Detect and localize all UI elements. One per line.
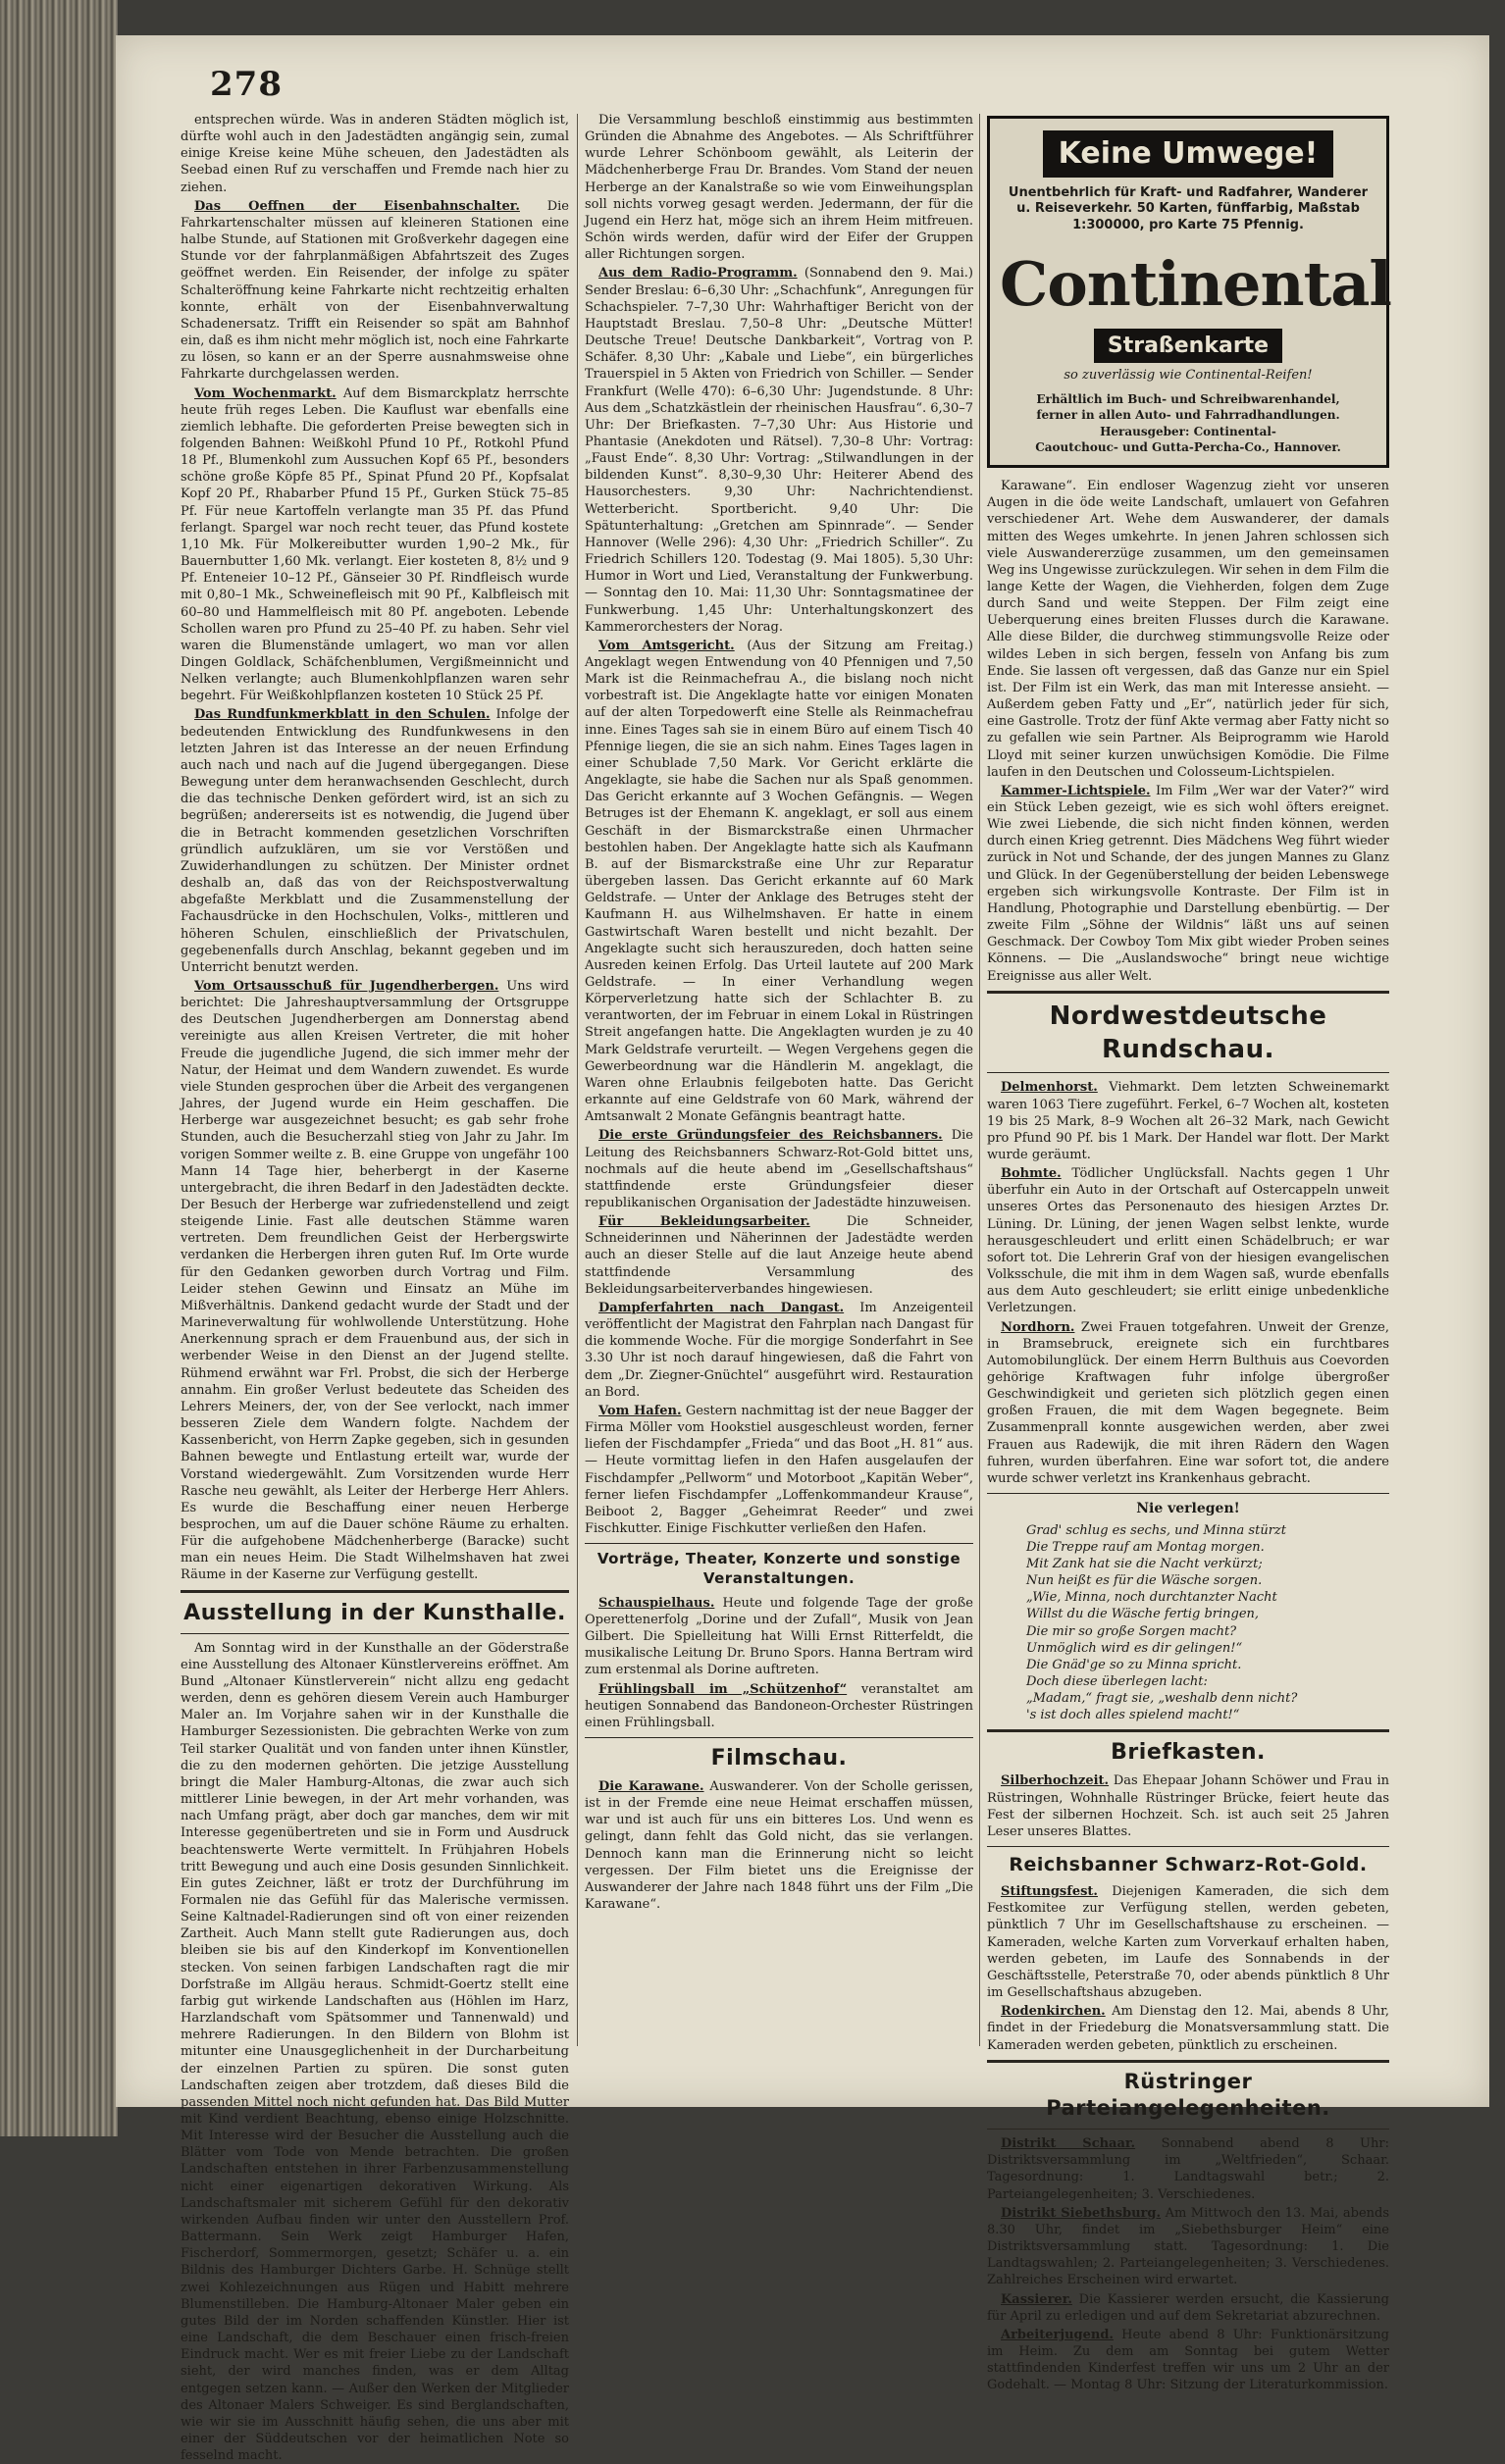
article-schaar [987, 2135, 1389, 2203]
article-text: Infolge der bedeutenden Entwicklung des Rundfunkwesens in den letzten Jahren ist das Interesse an der neuen Erfindung auch nach und nach auf die Jugend übergegangen. Diese Bewegung unter dem heranwachsenden Geschlecht, durch die das technische Denken gefördert wird, ist an sich zu begrüßen; andererseits ist es notwendig, die Jugend über die in Betracht kommenden gesetzlichen Vorschriften gründlich aufzuklären, um sie vor Verstößen und Zuwiderhandlungen zu schützen. Der Minister ordnet deshalb an, daß das von der Reichspostverwaltung abgefaßte Merkblatt und die Zusammenstellung der Fachausdrücke in den Hochschulen, Volks-, mittleren und höheren Schulen, einschließlich der Privatschulen, gegebenenfalls durch Anschlag, bekannt gegeben und im Unterricht benutzt werden. [181, 707, 569, 975]
poem-line: Die mir so große Sorgen macht? [1026, 1623, 1237, 1639]
article-text: Viehmarkt. Dem letzten Schweinemarkt waren 1063 Tiere zugeführt. Ferkel, 6–7 Wochen alt, kosteten 19 bis 25 Mark, 8–9 Wochen alt 26–32 Mark, nach Gewicht pro Pfund 90 Pf. bis 1 Mark. Der Handel war flott. Der Markt wurde geräumt. [987, 1080, 1389, 1162]
article-text: Im Film „Wer war der Vater?“ wird ein Stück Leben gezeigt, wie es sich wohl öfters ereignet. Wie zwei Liebende, die sich nicht finden können, werden durch einen Krieg getrennt. Dies Mädchens Weg führt wieder zurück in Not und Schande, der des jungen Mannes zu Glanz und Glück. In der Gegenüberstellung der beiden Lebenswege ergeben sich wirkungsvolle Kontraste. Der Film ist in Handlung, Photographie und Darstellung ebenbürtig. — Der zweite Film „Söhne der Wildnis“ läßt uns auf seinen Geschmack. Der Cowboy Tom Mix gibt wieder Proben seines Könnens. — Die „Auslandswoche“ bringt neue wichtige Ereignisse aus aller Welt. [987, 783, 1389, 984]
article-siebethsburg [987, 2205, 1389, 2289]
section-title-partei: Rüstringer Parteiangelegenheiten. [1046, 2069, 1330, 2121]
section-divider [987, 1729, 1389, 1732]
column-2 [585, 112, 973, 2049]
article-text: veranstaltet am heutigen Sonnabend das Bandoneon-Orchester Rüstringen einen Frühlingsball. [585, 1681, 974, 1730]
ad-footer [1000, 391, 1376, 455]
article-text: Am Mittwoch den 13. Mai, abends 8.30 Uhr, findet im „Siebethsburger Heim“ eine Distriktsversammlung statt. Tagesordnung: 1. Die Landtagswahlen; 2. Parteiangelegenheiten; 3. Verschiedenes. Zahlreiches Erscheinen wird erwartet. [987, 2205, 1390, 2288]
article-herberge-cont: Die Versammlung beschloß einstimmig aus bestimmten Gründen die Abnahme des Angebotes. — Als Schriftführer wurde Lehrer Schönboom gewählt, als Leiterin der Mädchenherberge Frau Dr. Brandes. Vom Stand der neuen Herberge an der Kanalstraße so wie vom Einweihungsplan soll nichts vorweg gesagt werden. Jedermann, der für die Jugend ein Herz hat, möge sich an ihrem Heim mitfreuen. Schön wirds werden, dafür wird der Eifer der Gruppen aller Richtungen sorgen. [585, 113, 973, 263]
ad-footer-line: ferner in allen Auto- und Fahrradhandlungen. [1036, 408, 1340, 423]
section-divider [987, 1072, 1389, 1073]
article-heading: Schauspielhaus. [598, 1595, 715, 1611]
article-heading: Aus dem Radio-Programm. [598, 266, 798, 282]
article-text: Diejenigen Kameraden, die sich dem Festkomitee zur Verfügung stellen, werden gebeten, pünktlich 7 Uhr im Gesellschaftshause zu erscheinen. — Kameraden, welche Karten zum Vorverkauf erhalten haben, werden gebeten, im Laufe des Sonnabends in der Geschäftsstelle, Peterstraße 70, oder abends pünktlich 8 Uhr im Gesellschaftshaus abzugeben. [987, 1884, 1389, 2001]
article-heading: Vom Amtsgericht. [598, 638, 735, 653]
section-title-filmschau: Filmschau. [710, 1745, 848, 1771]
poem-line: Unmöglich wird es dir gelingen!“ [1026, 1640, 1243, 1656]
section-divider [987, 1493, 1389, 1494]
column-1 [181, 112, 569, 2464]
article-text: Die Leitung des Reichsbanners Schwarz-Rot-Gold bittet uns, nochmals auf die heute abend im „Gesellschaftshaus“ stattfindende erste Gründungsfeier dieser republikanischen Organisation der Jadestädte hinzuweisen. [585, 1128, 973, 1210]
article-heading: Dampferfahrten nach Dangast. [598, 1300, 845, 1315]
poem-line: Mit Zank hat sie die Nacht verkürzt; [1026, 1556, 1263, 1571]
column-rule [577, 114, 578, 2046]
section-divider [987, 2060, 1389, 2063]
poem-line: Grad' schlug es sechs, und Minna stürzt [1026, 1522, 1286, 1538]
poem-line: Die Gnäd'ge so zu Minna spricht. [1026, 1657, 1242, 1672]
article-text: Auf dem Bismarckplatz herrschte heute früh reges Leben. Die Kauflust war ebenfalls eine ziemlich lebhafte. Die geforderten Preise bewegten sich in folgenden Bahnen: Weißkohl Pfund 10 Pf., Rotkohl Pfund 18 Pf., Blumenkohl zum Aussuchen Kopf 65 Pf., besonders schöne große Köpfe 85 Pf., Spinat Pfund 20 Pf., Kopfsalat Kopf 20 Pf., Rhabarber Pfund 15 Pf., Gurken Stück 75–85 Pf. Für neue Kartoffeln verlangte man 35 Pf. das Pfund ferlangt. Spargel war noch recht teuer, das Pfund kostete 1,10 Mk. Für Molkereibutter wurden 1,90–2 Mk., für Bauernbutter 1,60 Mk. verlangt. Eier kosteten 8, 8½ und 9 Pf. Enteneier 10–12 Pf., Gänseier 30 Pf. Rindfleisch wurde mit 0,80–1 Mk., Schweinefleisch mit 90 Pf., Kalbfleisch mit 60–80 und Hammelfleisch mit 80 Pf. angeboten. Lebende Schollen waren pro Pfund zu 25–40 Pf. zu haben. Sehr viel waren die Blumenstände umlagert, wo man vor allen Dingen Goldlack, Schäfchenblumen, Vergißmeinnicht und Nelken verlangte; auch Blumenkohlpflanzen waren sehr begehrt. Für Weißkohlpflanzen kosteten 10 Stück 25 Pf. [181, 385, 569, 704]
article-heading: Distrikt Siebethsburg. [1001, 2205, 1162, 2221]
article-arbeiterjugend [987, 2327, 1389, 2394]
section-divider [585, 1737, 973, 1738]
article-heading: Vom Ortsausschuß für Jugendherbergen. [194, 978, 499, 994]
article-eisenbahn [181, 198, 569, 384]
section-title-nordwest: Nordwestdeutsche Rundschau. [1049, 1001, 1327, 1065]
article-heading: Stiftungsfest. [1001, 1884, 1098, 1900]
article-heading: Die erste Gründungsfeier des Reichsbanners. [598, 1128, 943, 1144]
article-nordhorn [987, 1319, 1389, 1488]
article-heading: Bohmte. [1001, 1166, 1062, 1182]
article-heading: Kassierer. [1001, 2291, 1072, 2307]
column-rule [979, 114, 980, 2046]
ad-banner: Keine Umwege! [1043, 130, 1334, 178]
ad-footer-line: Erhältlich im Buch- und Schreibwarenhandel, [1036, 392, 1340, 407]
article-wochenmarkt [181, 385, 569, 705]
poem-line: Doch diese überlegen lacht: [1026, 1673, 1208, 1689]
ad-product: Straßenkarte [1094, 329, 1282, 363]
section-title-reichsbanner: Reichsbanner Schwarz-Rot-Gold. [1009, 1854, 1368, 1876]
article-heading: Rodenkirchen. [1001, 2004, 1106, 2020]
article-fruehlingsball [585, 1681, 973, 1731]
article-text: Heute und folgende Tage der große Operettenerfolg „Dorine und der Zufall“, Musik von Jean Gilbert. Die Spielleitung hat Willi Ernst Ritterfeldt, die musikalische Leitung Dr. Bruno Spors. Hanna Bertram wird zum erstenmal als Dorine auftreten. [585, 1595, 973, 1678]
article-amtsgericht [585, 638, 973, 1126]
article-heading: Das Oeffnen der Eisenbahnschalter. [194, 198, 520, 214]
article-heading: Kammer-Lichtspiele. [1001, 783, 1151, 798]
section-title-kunsthalle: Ausstellung in der Kunsthalle. [183, 1600, 566, 1625]
article-heading: Nordhorn. [1001, 1319, 1075, 1335]
section-title-briefkasten: Briefkasten. [1111, 1740, 1266, 1766]
article-karawane [585, 1778, 973, 1913]
continental-advertisement [987, 116, 1389, 468]
poem-line: „Wie, Minna, noch durchtanzter Nacht [1026, 1590, 1277, 1606]
article-kassierer [987, 2291, 1389, 2325]
article-text: Zwei Frauen totgefahren. Unweit der Grenze, in Bramsebruck, ereignete sich ein furchtbares Automobilunglück. Der einem Herrn Bulthuis aus Coevorden gehörige Kraftwagen fuhr infolge übergroßer Geschwindigkeit und gerieten sich plötzlich gegen einen großen Frauen, die mit dem Wagen begegnete. Beim Zusammenprall konnte ausgewichen werden, aber zwei Frauen aus Radewijk, die mit ihren Rädern den Wagen fuhren, wurden überfahren. Eine war sofort tot, die andere wurde schwer verletzt ins Krankenhaus gebracht. [987, 1319, 1389, 1486]
article-radio [585, 265, 973, 635]
article-dampfer [585, 1300, 973, 1401]
article-text: Gestern nachmittag ist der neue Bagger der Firma Möller vom Hookstiel ausgeschleust worden, ferner liefen der Fischdampfer „Frieda“ und das Boot „H. 81“ aus. — Heute vormittag liefen in den Hafen ausgelaufen der Fischdampfer „Pellworm“ und Motorboot „Kapitän Weber“, ferner liefen Fischdampfer „Loffenkommandeur Krause“, Beiboot 2, Bagger „Geheimrat Reeder“ und zwei Fischkutter. Einige Fischkutter verließen den Hafen. [585, 1403, 973, 1536]
article-heading: Arbeiterjugend. [1001, 2327, 1114, 2342]
article-heading: Delmenhorst. [1001, 1080, 1098, 1096]
page-number: 278 [210, 65, 283, 104]
article-heading: Distrikt Schaar. [1001, 2136, 1136, 2152]
article-karawane-cont: Karawane“. Ein endloser Wagenzug zieht vor unseren Augen in die öde weite Landschaft, umlauert von Gefahren verschiedener Art. Wehe dem Auswanderer, der damals mitten des Weges umkehrte. In jenen Jahren schlossen sich viele Auswandererzüge zusammen, um den gemeinsamen Weg ins Ungewisse zurückzulegen. Wir sehen in dem Film die lange Kette der Wagen, die Viehherden, folgen dem Zuge durch Sand und weite Steppen. Der Film zeigt eine Ueberquerung eines breiten Flusses durch die Karawane. Alle diese Bilder, die durchweg stimmungsvolle Reize oder wildes Leben in sich bergen, fesseln von Anfang bis zum Ende. Sie lassen oft vergessen, daß das Ganze nur ein Spiel ist. Der Film ist ein Werk, das man mit Interesse ansieht. — Außerdem geben Fatty und „Er“, natürlich jeder für sich, eine Gastrolle. Trotz der fünf Akte vermag aber Fatty nicht so zu gefallen wie sein Partner. Als Beiprogramm wie Harold Lloyd mit seiner kurzen unwüchsigen Komödie. Die Filme laufen in den Deutschen und Colosseum-Lichtspielen. [987, 479, 1389, 780]
article-silberhochzeit [987, 1772, 1389, 1840]
section-divider [987, 991, 1389, 994]
section-divider [585, 1543, 973, 1544]
article-stiftungsfest [987, 1883, 1389, 2001]
article-seebad: entsprechen würde. Was in anderen Städten möglich ist, dürfte wohl auch in den Jadestädten angängig sein, zumal einige Kreise keine Mühe scheuen, den Jadestädten als Seebad einen Ruf zu verschaffen und Fremde nach hier zu ziehen. [181, 113, 569, 195]
article-jugendherbergen [181, 978, 569, 1584]
article-rodenkirchen [987, 2003, 1389, 2053]
article-hafen [585, 1403, 973, 1537]
article-text: Am Dienstag den 12. Mai, abends 8 Uhr, findet in der Friedeburg die Monatsversammlung statt. Die Kameraden werden gebeten, pünktlich zu erscheinen. [987, 2004, 1389, 2053]
article-heading: Silberhochzeit. [1001, 1773, 1110, 1789]
article-delmenhorst [987, 1079, 1389, 1163]
ad-footer-line: Caoutchouc- und Gutta-Percha-Co., Hannover. [1035, 439, 1341, 454]
section-divider [987, 1846, 1389, 1847]
section-title-vortraege: Vorträge, Theater, Konzerte und sonstige Veranstaltungen. [597, 1550, 961, 1587]
article-heading: Vom Hafen. [598, 1403, 682, 1418]
column-3 [987, 112, 1391, 2393]
poem-line: „Madam,“ fragt sie, „weshalb denn nicht? [1026, 1691, 1298, 1707]
article-text: Heute abend 8 Uhr: Funktionärsitzung im Heim. Zu dem am Sonntag bei gutem Wetter stattfindenden Kinderfest treffen wir uns um 2 Uhr an der Godehalt. — Montag 8 Uhr: Sitzung der Literaturkommission. [987, 2327, 1389, 2393]
article-kunsthalle: Am Sonntag wird in der Kunsthalle an der Göderstraße eine Ausstellung des Altonaer Künstlervereins eröffnet. Am Bund „Altonaer Künstlerverein“ nicht allzu eng gedacht werden, denn es gehören diesem Verein auch Hamburger Maler an. Im Vorjahre sahen wir in der Kunsthalle die Hamburger Sezessionisten. Die gebrachten Werke von zum Teil starker Qualität und von fanden unter ihnen Künstler, die zu den modernen gehörten. Die jetzige Ausstellung bringt die Maler Hamburg-Altonas, die zwar auch sich mittlerer Linie bewegen, in der Art mehr vorhanden, was nach Umfang prägt, aber doch gar manches, dem wir mit Interesse gegenübertreten und sie in Form und Ausdruck beachtenswerte Werte vermittelt. In Frühjahren Hobels tritt Bewegung und auch eine Dosis gesunden Sinnlichkeit. Ein gutes Zeichner, läßt er trotz der Durchführung im Formalen nie das Gefühl für das Malerische vermissen. Seine Kaltnadel-Radierungen sind oft von einer reizenden Zartheit. Auch Mann stellt gute Radierungen aus, doch bleiben sie bis auf den Kinderkopf im Konventionellen stecken. Von seinen farbigen Landschaften ragt die mir Dorfstraße im Allgäu heraus. Schmidt-Goertz stellt eine farbig gut wirkende Landschaften aus (Höhlen im Harz, Harzlandschaft vom Spätsommer und Tannenwald) und mehrere Radierungen. In den Bildern von Blohm ist mitunter eine Unausgeglichenheit in der Durcharbeitung der einzelnen Partien zu spüren. Die sonst guten Landschaften zeigen aber trotzdem, daß dieses Bild die passenden Mittel noch nicht gefunden hat. Das Bild Mutter mit Kind verdient Beachtung, ebenso einige Holzschnitte. Mit Interesse wird der Besucher die Ausstellung auch die Blätter vom Tode von Mende betrachten. Die großen Landschaften entstehen in ihrer Farbenzusammenstellung nicht einer eigenartigen dekorativen Wirkung. Als Landschaftsmaler mit sicherem Gefühl für den dekorativ wirkenden Aufbau finden wir unter den Ausstellern Prof. Battermann. Sein Werk zeigt Hamburger Hafen, Fischerdorf, Sommermorgen, gesetzt; Schäfer u. a. ein Bildnis des Hamburger Dichters Garbe. H. Schnüge stellt zwei Kohlezeichnungen aus Rügen und Habitt mehrere Blumenstilleben. Die Hamburg-Altonaer Maler geben ein gutes Bild der im Norden schaffenden Künstler. Hier ist eine Landschaft, die dem Beschauer einen frisch-freien Eindruck macht. Wer es mit freier Liebe zu der Landschaft sieht, der wird manches finden, was er dem Alltag entgegen setzen kann. — Außer den Werken der Mitglieder des Altonaer Malers Schweiger. Es sind Berglandschaften, wie wir sie im Ausschnitt häufig sehen, die uns aber mit einer der Süddeutschen vor der heimatlichen Note so fesselnd macht. [181, 1640, 569, 2464]
section-divider [181, 1633, 569, 1634]
article-heading: Das Rundfunkmerkblatt in den Schulen. [194, 707, 491, 723]
article-text: Uns wird berichtet: Die Jahreshauptversammlung der Ortsgruppe des Deutschen Jugendherbergen am Donnerstag abend vereinigte aus allen Kreisen Vertreter, die mit hoher Freude die jugendliche Jugend, die sich immer mehr der Natur, der Heimat und dem Wandern zuwendet. Es wurde viele Stunden gesprochen über die Arbeit des vergangenen Jahres, der Jugend wurde ein Heim geschaffen. Die Herberge war ausgezeichnet besucht; es gab sehr frohe Stunden, auch die Besucherzahl stieg von Jahr zu Jahr. Im vorigen Sommer weilte z. B. eine Gruppe von ungefähr 100 Mann 14 Tage hier, beherbergt in der Kaserne untergebracht, die ihren Bedarf in den Jadestädten deckte. Der Besuch der Herberge war zufriedenstellend und zeigt steigende Linie. Fast alle deutschen Stämme waren vertreten. Dem freundlichen Geist der Herbergswirte verdanken die Herbergen ihren guten Ruf. Im Orte wurde für den Gedanken geworben durch Vortrag und Film. Leider stehen Gewinn und Einsatz an Mühe im Mißverhältnis. Dankend gedacht wurde der Stadt und der Marineverwaltung für wohlwollende Unterstützung. Hohe Anerkennung sprach er dem Frauenbund aus, der sich in werbender Weise in den Dienst an der Jugend stellte. Rühmend erwähnt war Frl. Probst, die sich der Herberge annahm. Ein großer Verlust bedeutete das Scheiden des Lehrers Meiners, der, von der See verlockt, nach immer besseren Ziele dem Wandern folgte. Nachdem der Kassenbericht, von Herrn Zapke gegeben, sich in gesunden Bahnen bewegte und Entlastung erteilt war, wurde der Vorstand wiedergewählt. Zum Vorsitzenden wurde Herr Rasche neu gewählt, als Leiter der Herberge Herr Ahlers. Es wurde die Beschaffung einer neuen Herberge besprochen, um auf die Dauer schöne Räume zu erhalten. Für die aufgehobene Mädchenherberge (Baracke) sucht man ein neues Heim. Die Stadt Wilhelmshaven hat zwei Räume in der Kaserne zur Verfügung gestellt. [181, 978, 569, 1583]
ad-description: Unentbehrlich für Kraft- und Radfahrer, Wanderer u. Reiseverkehr. 50 Karten, fünffarbig, Maßstab 1:300000, pro Karte 75 Pfennig. [1008, 184, 1369, 233]
article-bohmte [987, 1165, 1389, 1316]
article-heading: Frühlingsball im „Schützenhof“ [598, 1681, 848, 1697]
article-heading: Die Karawane. [598, 1779, 704, 1794]
article-text: Die Kassierer werden ersucht, die Kassierung für April zu erledigen und auf dem Sekretariat abzurechnen. [987, 2291, 1389, 2324]
article-text: (Aus der Sitzung am Freitag.) Angeklagt wegen Entwendung von 40 Pfennigen und 7,50 Mark ist die Reinmachefrau A., die bislang noch nicht vorbestraft ist. Die Angeklagte hatte vor einigen Monaten auf der alten Torpedowerft eine Stelle als Reinmachefrau inne. Eines Tages sah sie in einem Büro auf einem Tisch 40 Pfennige liegen, die sie an sich nahm. Eines Tages lagen in einer Schublade 7,50 Mark. Vor Gericht erklärte die Angeklagte, sie habe die Sachen nur als Spaß genommen. Das Gericht erkannte auf 3 Wochen Gefängnis. — Wegen Betruges ist der Ehemann K. angeklagt, er soll aus einem Geschäft in der Bismarckstraße einen Uhrmacher bestohlen haben. Der Angeklagte hatte sich als Kaufmann B. auf der Bismarckstraße eine Uhr zur Reparatur übergeben lassen. Das Gericht erkannte auf 60 Mark Geldstrafe. — Unter der Anklage des Betruges steht der Kaufmann H. aus Wilhelmshaven. Er hatte in einem Gastwirtschaft Waren bestellt und nicht bezahlt. Der Angeklagte sucht sich herauszureden, doch hatten seine Ausreden keinen Erfolg. Das Urteil lautete auf 200 Mark Geldstrafe. — In einer Verhandlung wegen Körperverletzung hatte sich der Schlachter B. zu verantworten, der im Februar in einem Lokal in Rüstringen Streit angefangen hatte. Die Angeklagten wurden je zu 40 Mark Geldstrafe verurteilt. — Wegen Vergehens gegen die Gewerbeordnung war die Händlerin M. angeklagt, die Waren ohne Erlaubnis feilgeboten hatte. Das Gericht erkannte auf eine Geldstrafe von 60 Mark, während der Amtsanwalt 2 Monate Gefängnis beantragt hatte. [585, 638, 973, 1125]
poem [1026, 1522, 1389, 1724]
article-text: Die Schneider, Schneiderinnen und Näherinnen der Jadestädte werden auch an dieser Stelle auf die laut Anzeige heute abend stattfindende Versammlung des Bekleidungsarbeiterverbandes hingewiesen. [585, 1214, 973, 1297]
article-heading: Für Bekleidungsarbeiter. [598, 1214, 810, 1230]
article-rundfunk [181, 706, 569, 976]
poem-line: Nun heißt es für die Wäsche sorgen. [1026, 1573, 1263, 1589]
ad-footer-line: Herausgeber: Continental- [1100, 424, 1276, 438]
article-heading: Vom Wochenmarkt. [194, 385, 337, 401]
article-text: Tödlicher Unglücksfall. Nachts gegen 1 Uhr überfuhr ein Auto in der Ortschaft auf Ostercappeln unweit unseres Ortes das Personenauto des hiesigen Arztes Dr. Lüning. Dr. Lüning, der jenen Wagen selbst lenkte, wurde herausgeschleudert und erlitt einen Schädelbruch; er war sofort tot. Die Lehrerin Graf von der hiesigen evangelischen Volksschule, die mit ihm in dem Wagen saß, wurde ebenfalls aus dem Auto geschleudert; sie erlitt einige unbedenkliche Verletzungen. [987, 1166, 1389, 1316]
article-bekleidung [585, 1213, 973, 1298]
poem-line: Die Treppe rauf am Montag morgen. [1026, 1539, 1265, 1555]
section-divider [987, 2129, 1389, 2130]
article-text: Im Anzeigenteil veröffentlicht der Magistrat den Fahrplan nach Dangast für die kommende Woche. Für die morgige Sonderfahrt in See 3.30 Uhr ist noch darauf hingewiesen, daß die Fahrt von dem „Dr. Ziegner-Gnüchtel“ ausgeführt wird. Restauration an Bord. [585, 1300, 973, 1400]
article-text: Auswanderer. Von der Scholle gerissen, ist in der Fremde eine neue Heimat erschaffen müssen, war und ist auch für uns ein bitteres Los. Und wenn es gelingt, dann fehlt das Gold nicht, das sie verlangen. Dennoch kann man die Erinnerung nicht so leicht vergessen. Der Film bietet uns die Ereignisse der Auswanderer der Jahre nach 1848 führt uns der Film „Die Karawane“. [585, 1779, 973, 1913]
poem-line: Willst du die Wäsche fertig bringen, [1026, 1607, 1260, 1622]
ad-brand-logo: Continental [1000, 248, 1391, 321]
article-text: Das Ehepaar Johann Schöwer und Frau in Rüstringen, Wohnhalle Rüstringer Brücke, feiert heute das Fest der silbernen Hochzeit. Sch. ist auch seit 25 Jahren Leser unseres Blattes. [987, 1773, 1389, 1839]
article-text: (Sonnabend den 9. Mai.) Sender Breslau: 6–6,30 Uhr: „Schachfunk“, Anregungen für Schachspieler. 7–7,30 Uhr: Wahrhaftiger Bericht von der Hauptstadt Breslau. 7,50–8 Uhr: „Deutsche Mütter! Deutsche Treue! Deutsche Dankbarkeit“, Vortrag von P. Schäfer. 8,30 Uhr: „Kabale und Liebe“, ein bürgerliches Trauerspiel in 5 Akten von Friedrich von Schiller. — Sender Frankfurt (Welle 470): 6–6,30 Uhr: Jugendstunde. 8 Uhr: Aus dem „Schatzkästlein der rheinischen Hausfrau“. 6,30–7 Uhr: Der Briefkasten. 7–7,30 Uhr: Aus Historie und Phantasie (Anekdoten und Rätsel). 7,30–8 Uhr: Vortrag: „Faust Ende“. 8,30 Uhr: Vortrag: „Stilwandlungen in der bildenden Kunst“. 8,30–9,30 Uhr: Heiterer Abend des Hausorchesters. 9,30 Uhr: Nachrichtendienst. Wetterbericht. Sportbericht. 9,40 Uhr: Die Spätunterhaltung: „Gretchen am Spinnrade“. — Sender Hannover (Welle 296): 4,30 Uhr: „Friedrich Schiller“. Zu Friedrich Schillers 120. Todestag (9. Mai 1805). 5,30 Uhr: Humor in Wort und Lied, Veranstaltung der Funkwerbung. — Sonntag den 10. Mai: 11,30 Uhr: Sonntagsmatinee der Funkwerbung. 1,45 Uhr: Unterhaltungskonzert des Kammerorchesters der Norag. [585, 266, 973, 635]
book-edge [0, 0, 118, 2136]
poem-title: Nie verlegen! [1136, 1501, 1240, 1517]
article-reichsbanner [585, 1127, 973, 1211]
newspaper-page [116, 35, 1489, 2464]
article-kammer [987, 783, 1389, 985]
poem-line: 's ist doch alles spielend macht!“ [1026, 1708, 1240, 1723]
article-text: Die Fahrkartenschalter müssen auf kleineren Stationen eine halbe Stunde, auf Stationen mit Großverkehr dagegen eine Stunde vor der fahrplanmäßigen Abfahrtszeit des Zuges geöffnet werden. Ein Reisender, der infolge zu später Schalteröffnung keine Fahrkarte nicht rechtzeitig erhalten konnte, erhält von der Eisenbahnverwaltung Schadenersatz. Trifft ein Reisender so spät am Bahnhof ein, daß es ihm nicht mehr möglich ist, noch eine Fahrkarte zu lösen, so kann er an der Sperre ausnahmsweise ohne Fahrkarte durchgelassen werden. [181, 198, 569, 383]
section-divider [181, 1590, 569, 1593]
article-text: Sonnabend abend 8 Uhr: Distriktsversammlung im „Weltfrieden“, Schaar. Tagesordnung: 1. Landtagswahl betr.; 2. Parteiangelegenheiten; 3. Verschiedenes. [987, 2136, 1389, 2202]
article-schauspielhaus [585, 1595, 973, 1679]
ad-tagline: so zuverlässig wie Continental-Reifen! [1064, 368, 1313, 384]
